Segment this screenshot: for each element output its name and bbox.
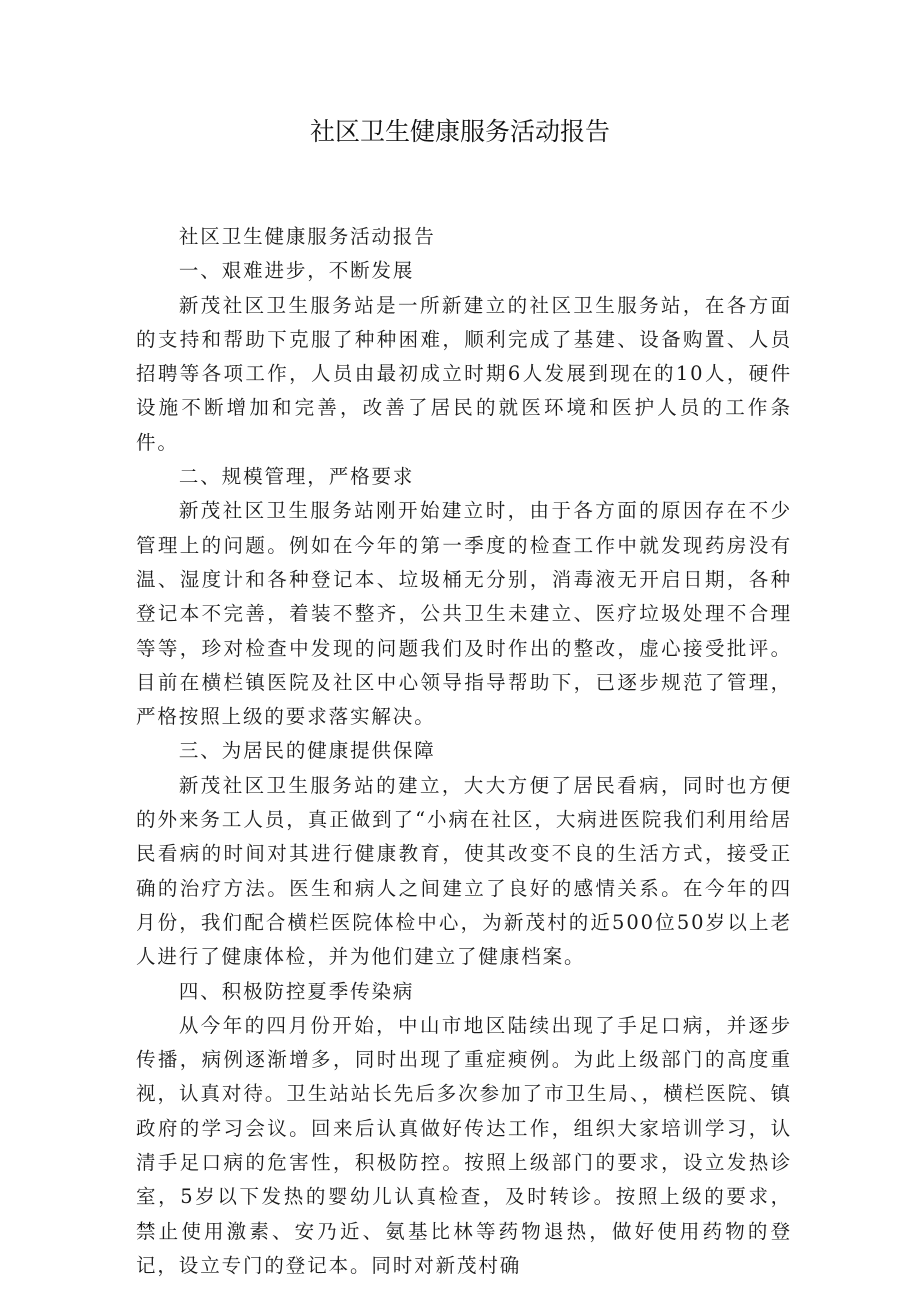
document-body — [136, 220, 792, 1283]
section-heading-2: 二、规模管理，严格要求 — [178, 465, 415, 489]
section-paragraph-2: 新茂社区卫生服务站刚开始建立时，由于各方面的原因存在不少管理上的问题。例如在今年的第一季度的检查工作中就发现药房没有温、湿度计和各种登记本、垃圾桶无分别，消毒液无开启日期，各种登记本不完善，着装不整齐，公共卫生未建立、医疗垃圾处理不合理等等，珍对检查中发现的问题我们及时作出的整改，虚心接受批评。目前在横栏镇医院及社区中心领导指导帮助下，已逐步规范了管理，严格按照上级的要求落实解决。 — [136, 499, 792, 729]
section-paragraph-4: 从今年的四月份开始，中山市地区陆续出现了手足口病，并逐步传播，病例逐渐增多，同时出现了重症瘐例。为此上级部门的高度重视，认真对待。卫生站站长先后多次参加了市卫生局、，横栏医院、镇政府的学习会议。回来后认真做好传达工作，组织大家培训学习，认清手足口病的危害性，积极防控。按照上级部门的要求，设立发热诊室，5岁以下发热的婴幼儿认真检查，及时转诊。按照上级的要求，禁止使用激素、安乃近、氨基比林等药物退热，做好使用药物的登记，设立专门的登记本。同时对新茂村确 — [136, 1013, 792, 1277]
section-heading-4: 四、积极防控夏季传染病 — [178, 979, 415, 1003]
section-heading-3: 三、为居民的健康提供保障 — [178, 739, 436, 763]
page-title: 社区卫生健康服务活动报告 — [309, 117, 610, 146]
section-paragraph-1: 新茂社区卫生服务站是一所新建立的社区卫生服务站，在各方面的支持和帮助下克服了种种困难，顺利完成了基建、设备购置、人员招聘等各项工作，人员由最初成立时期6人发展到现在的10人，硬件设施不断增加和完善，改善了居民的就医环境和医护人员的工作条件。 — [136, 293, 792, 454]
section-paragraph-3: 新茂社区卫生服务站的建立，大大方便了居民看病，同时也方便的外来务工人员，真正做到了“小病在社区，大病进医院我们利用给居民看病的时间对其进行健康教育，使其改变不良的生活方式，接受正确的治疗方法。医生和病人之间建立了良好的感情关系。在今年的四月份，我们配合横栏医院体检中心，为新茂村的近500位50岁以上老人进行了健康体检，并为他们建立了健康档案。 — [136, 773, 792, 969]
document-subtitle: 社区卫生健康服务活动报告 — [178, 225, 436, 248]
section-heading-1: 一、艰难进步，不断发展 — [178, 259, 415, 283]
